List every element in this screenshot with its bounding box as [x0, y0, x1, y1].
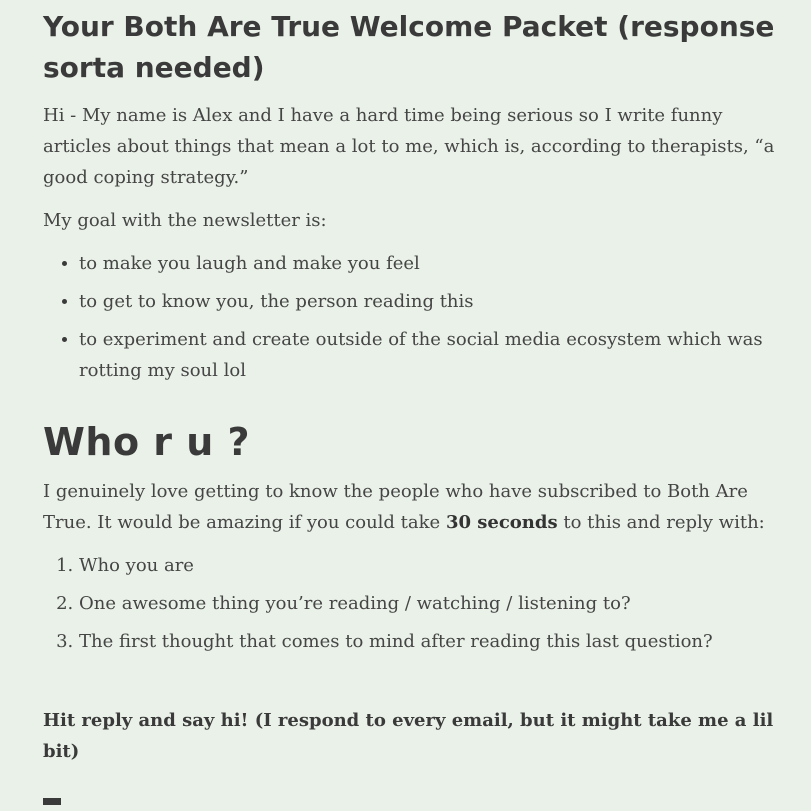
- ask-suffix: to this and reply with:: [557, 512, 765, 533]
- ask-paragraph: [43, 476, 783, 538]
- section-heading: Who r u ?: [43, 420, 251, 464]
- list-item: 3. The first thought that comes to mind after reading this last question?: [79, 626, 783, 657]
- list-item: • to make you laugh and make you feel: [79, 248, 783, 279]
- ask-bold: 30 seconds: [445, 512, 558, 533]
- cta-text: Hit reply and say hi! (I respond to every email, but it might take me a lil bit): [43, 710, 774, 762]
- ask-prefix: I genuinely love getting to know the people who have subscribed to Both Are True. It would be amazing if you could take: [43, 481, 748, 533]
- page-title: Your Both Are True Welcome Packet (response sorta needed): [43, 10, 775, 84]
- intro-paragraph: Hi - My name is Alex and I have a hard time being serious so I write funny articles about things that mean a lot to me, which is, according to therapists, “a good coping strategy.”: [43, 105, 775, 188]
- questions-list: [43, 550, 783, 657]
- list-item: 1. Who you are: [79, 550, 783, 581]
- goal-intro: My goal with the newsletter is:: [43, 210, 327, 231]
- cutoff-glyph: [43, 798, 61, 805]
- article: [0, 6, 783, 767]
- goals-list: [43, 248, 783, 386]
- list-item: • to get to know you, the person reading this: [79, 286, 783, 317]
- list-item: • to experiment and create outside of the social media ecosystem which was rotting my soul lol: [79, 324, 783, 386]
- list-item: 2. One awesome thing you’re reading / watching / listening to?: [79, 588, 783, 619]
